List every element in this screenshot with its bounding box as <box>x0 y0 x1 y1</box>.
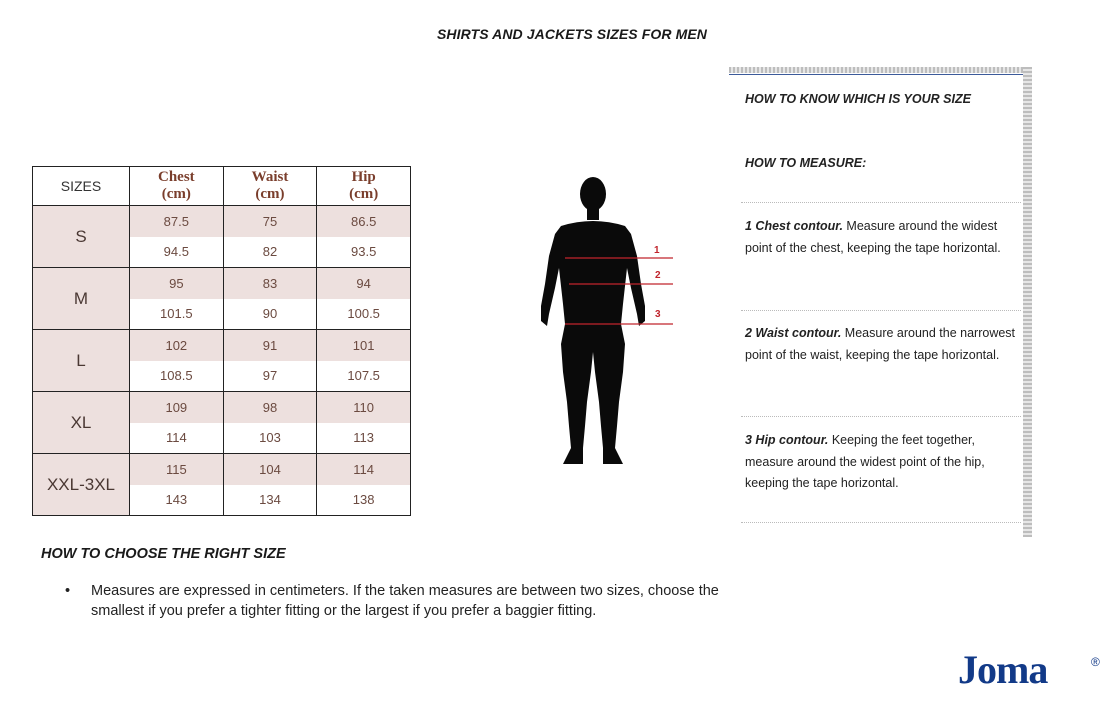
joma-logo: Joma <box>958 647 1048 692</box>
waist-header: Waist (cm) <box>223 167 317 206</box>
waist-instruction: 2 Waist contour. Measure around the narrowest point of the waist, keeping the tape horizontal. <box>745 326 1016 362</box>
divider <box>741 416 1021 417</box>
table-row <box>33 392 411 423</box>
size-label: L <box>33 330 130 392</box>
size-label: M <box>33 268 130 330</box>
panel-top-border <box>729 67 1023 73</box>
table-cell: 108.5 <box>130 361 224 392</box>
body-figure <box>533 176 683 472</box>
table-cell: 115 <box>130 454 224 485</box>
divider <box>741 522 1021 523</box>
table-cell: 83 <box>223 268 317 299</box>
divider <box>741 202 1021 203</box>
marker-2: 2 <box>655 270 661 281</box>
table-cell: 82 <box>223 237 317 268</box>
table-cell: 97 <box>223 361 317 392</box>
sizes-header: SIZES <box>33 167 130 206</box>
table-cell: 110 <box>317 392 411 423</box>
table-cell: 75 <box>223 206 317 237</box>
panel-heading-measure: HOW TO MEASURE: <box>745 156 867 170</box>
table-cell: 94.5 <box>130 237 224 268</box>
table-cell: 95 <box>130 268 224 299</box>
chest-header: Chest (cm) <box>130 167 224 206</box>
marker-1: 1 <box>654 245 660 256</box>
table-cell: 100.5 <box>317 299 411 330</box>
table-row <box>33 206 411 237</box>
table-header-row <box>33 167 411 206</box>
table-cell: 87.5 <box>130 206 224 237</box>
hip-header: Hip (cm) <box>317 167 411 206</box>
table-cell: 103 <box>223 423 317 454</box>
size-label: XXL-3XL <box>33 454 130 516</box>
table-cell: 101.5 <box>130 299 224 330</box>
choose-bullet-text: Measures are expressed in centimeters. If the taken measures are between two sizes, choose the smallest if you prefer a tighter fitting or the largest if you prefer a baggier fitting. <box>91 583 719 619</box>
table-cell: 86.5 <box>317 206 411 237</box>
table-cell: 113 <box>317 423 411 454</box>
table-cell: 114 <box>130 423 224 454</box>
registered-mark: ® <box>1091 655 1100 669</box>
table-cell: 107.5 <box>317 361 411 392</box>
marker-3: 3 <box>655 309 661 320</box>
table-cell: 90 <box>223 299 317 330</box>
table-cell: 114 <box>317 454 411 485</box>
table-cell: 138 <box>317 485 411 516</box>
table-cell: 94 <box>317 268 411 299</box>
choose-heading: HOW TO CHOOSE THE RIGHT SIZE <box>41 546 286 562</box>
bullet-dot-icon: • <box>65 583 71 599</box>
divider <box>741 310 1021 311</box>
panel-heading-size: HOW TO KNOW WHICH IS YOUR SIZE <box>745 92 971 106</box>
size-table <box>32 166 411 516</box>
table-cell: 104 <box>223 454 317 485</box>
table-cell: 101 <box>317 330 411 361</box>
page-title: SHIRTS AND JACKETS SIZES FOR MEN <box>436 26 707 42</box>
size-label: XL <box>33 392 130 454</box>
table-cell: 98 <box>223 392 317 423</box>
measure-panel <box>729 67 1032 537</box>
hip-instruction: 3 Hip contour. Keeping the feet together, measure around the widest point of the hip, keeping the tape horizontal. <box>745 433 985 490</box>
table-cell: 134 <box>223 485 317 516</box>
table-row <box>33 268 411 299</box>
table-cell: 102 <box>130 330 224 361</box>
table-row <box>33 454 411 485</box>
chest-instruction: 1 Chest contour. Measure around the widest point of the chest, keeping the tape horizontal. <box>745 219 1001 255</box>
table-cell: 93.5 <box>317 237 411 268</box>
table-cell: 109 <box>130 392 224 423</box>
table-row <box>33 330 411 361</box>
table-cell: 91 <box>223 330 317 361</box>
size-label: S <box>33 206 130 268</box>
panel-top-line <box>729 74 1023 75</box>
table-cell: 143 <box>130 485 224 516</box>
